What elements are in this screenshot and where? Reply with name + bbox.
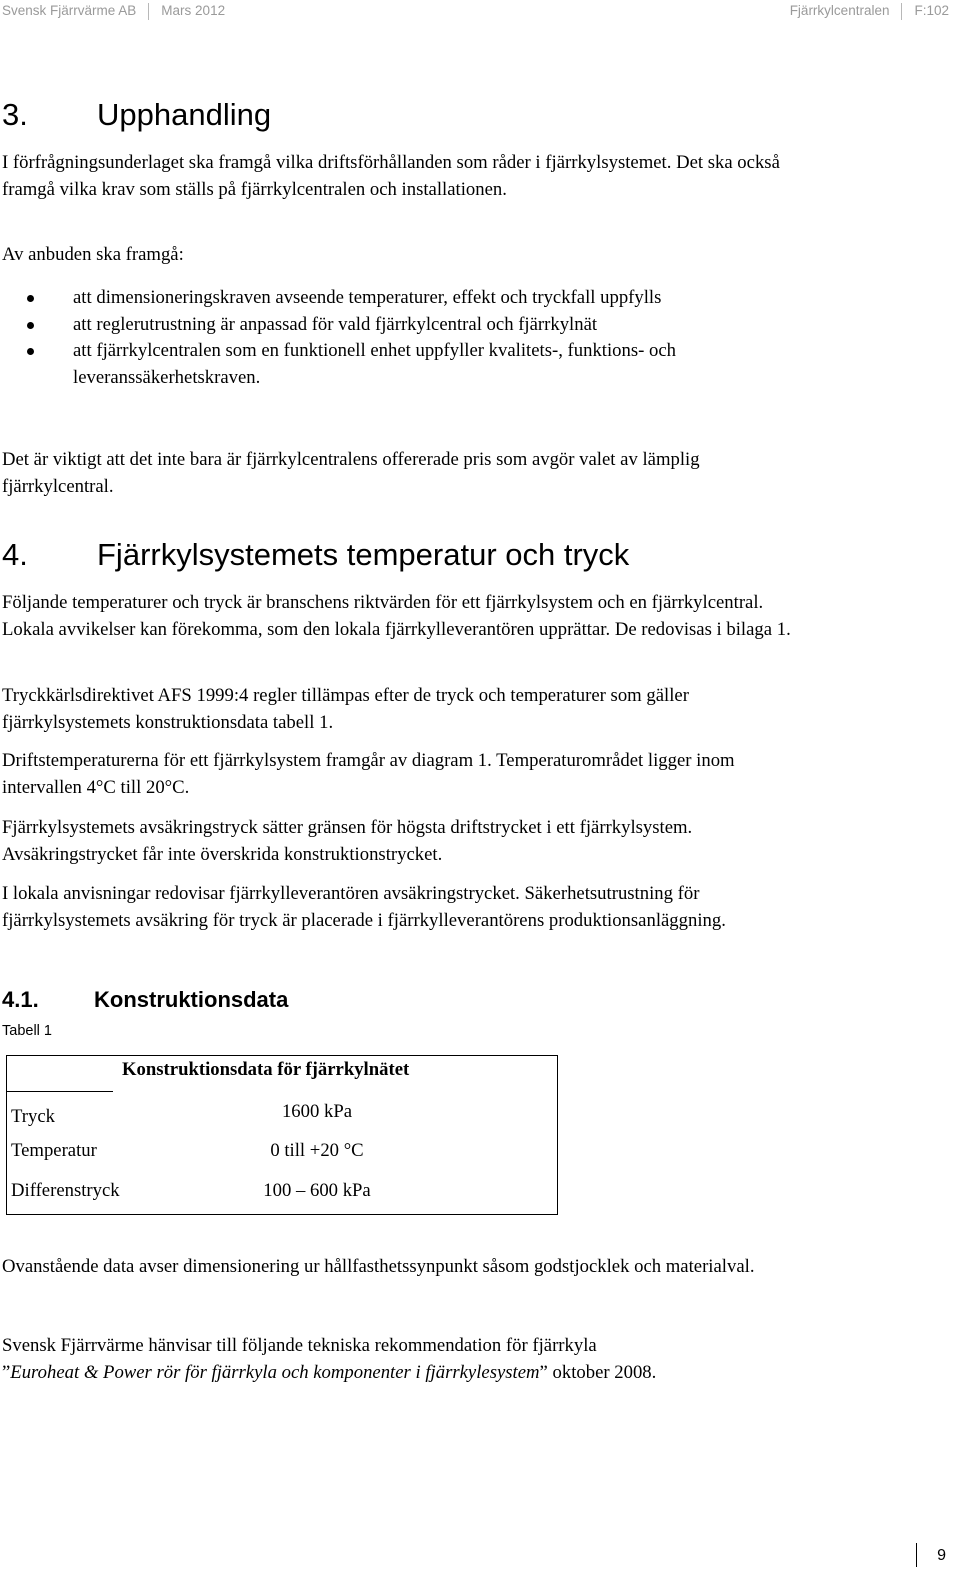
section-3-heading bbox=[2, 97, 271, 133]
section-title: Konstruktionsdata bbox=[94, 987, 289, 1012]
bullet-icon bbox=[27, 295, 34, 302]
table-cell-value: 0 till +20 °C bbox=[270, 1140, 364, 1161]
paragraph: I förfrågningsunderlaget ska framgå vilka driftsförhållanden som råder i fjärrkylsystemet. Det ska också framgå vilka krav som ställs på fjärrkylcentralen och installationen. bbox=[2, 152, 780, 200]
table-cell-label: Temperatur bbox=[11, 1140, 97, 1161]
paragraph: Av anbuden ska framgå: bbox=[2, 244, 184, 265]
header-doc-title: Fjärrkylcentralen bbox=[789, 3, 890, 19]
table-cell-value: 100 – 600 kPa bbox=[263, 1180, 371, 1201]
section-4-1-heading bbox=[2, 987, 288, 1013]
page-number-divider bbox=[916, 1543, 917, 1567]
header-org: Svensk Fjärrvärme AB bbox=[2, 3, 137, 19]
construction-data-table bbox=[6, 1055, 558, 1215]
list-item: att dimensioneringskraven avseende temperaturer, effekt och tryckfall uppfylls bbox=[2, 285, 792, 312]
section-title: Upphandling bbox=[97, 97, 272, 132]
header-divider bbox=[901, 3, 902, 20]
paragraph: Det är viktigt att det inte bara är fjärrkylcentralens offererade pris som avgör valet av lämplig fjärrkylcentral. bbox=[2, 449, 700, 497]
table-rule bbox=[7, 1091, 113, 1092]
paragraph: I lokala anvisningar redovisar fjärrkylleverantören avsäkringstrycket. Säkerhetsutrustning för fjärrkylsystemets avsäkring för tryck är placerade i fjärrkylleverantörens produktionsanläggning. bbox=[2, 883, 726, 931]
page-number: 9 bbox=[937, 1547, 946, 1564]
section-number: 3. bbox=[2, 97, 28, 132]
table-cell-label: Tryck bbox=[11, 1106, 55, 1127]
paragraph: Fjärrkylsystemets avsäkringstryck sätter gränsen för högsta driftstrycket i ett fjärrkylsystem. Avsäkringstrycket får inte överskrida konstruktionstrycket. bbox=[2, 817, 693, 865]
section-number: 4. bbox=[2, 537, 28, 572]
list-item: att reglerutrustning är anpassad för vald fjärrkylcentral och fjärrkylnät bbox=[2, 312, 792, 339]
table-cell-value: 1600 kPa bbox=[281, 1101, 353, 1122]
table-title: Konstruktionsdata för fjärrkylnätet bbox=[122, 1059, 410, 1080]
paragraph-reference: Svensk Fjärrvärme hänvisar till följande tekniska rekommendation för fjärrkyla ”Euroheat & Power rör för fjärrkyla och komponenter i fjärrkylesystem” oktober 2008. bbox=[2, 1335, 657, 1383]
reference-title: Euroheat & Power rör för fjärrkyla och komponenter i fjärrkylesystem bbox=[10, 1361, 540, 1383]
paragraph: Följande temperaturer och tryck är branschens riktvärden för ett fjärrkylsystem och en fjärrkylcentral. Lokala avvikelser kan förekomma, som den lokala fjärrkylleverantören upprättar. De redovisas i bilaga 1. bbox=[2, 592, 791, 640]
table-caption: Tabell 1 bbox=[2, 1023, 52, 1039]
running-header-right bbox=[790, 3, 949, 20]
paragraph: Ovanstående data avser dimensionering ur hållfasthetssynpunkt såsom godstjocklek och materialval. bbox=[2, 1256, 755, 1277]
bullet-icon bbox=[27, 322, 34, 329]
section-number: 4.1. bbox=[2, 987, 39, 1012]
section-4-heading bbox=[2, 537, 629, 573]
list-item: att fjärrkylcentralen som en funktionell enhet uppfyller kvalitets-, funktions- och leveranssäkerhetskraven. bbox=[2, 338, 792, 391]
header-doc-code: F:102 bbox=[914, 3, 949, 19]
running-header-left bbox=[2, 3, 225, 20]
paragraph: Driftstemperaturerna för ett fjärrkylsystem framgår av diagram 1. Temperaturområdet ligger inom intervallen 4°C till 20°C. bbox=[2, 750, 735, 798]
table-cell-label: Differenstryck bbox=[11, 1180, 120, 1201]
paragraph: Tryckkärlsdirektivet AFS 1999:4 regler tillämpas efter de tryck och temperaturer som gäller fjärrkylsystemets konstruktionsdata tabell 1. bbox=[2, 685, 689, 733]
requirements-list bbox=[2, 285, 792, 391]
section-title: Fjärrkylsystemets temperatur och tryck bbox=[97, 537, 630, 572]
bullet-icon bbox=[27, 348, 34, 355]
header-divider bbox=[148, 3, 149, 20]
header-date: Mars 2012 bbox=[161, 3, 226, 19]
